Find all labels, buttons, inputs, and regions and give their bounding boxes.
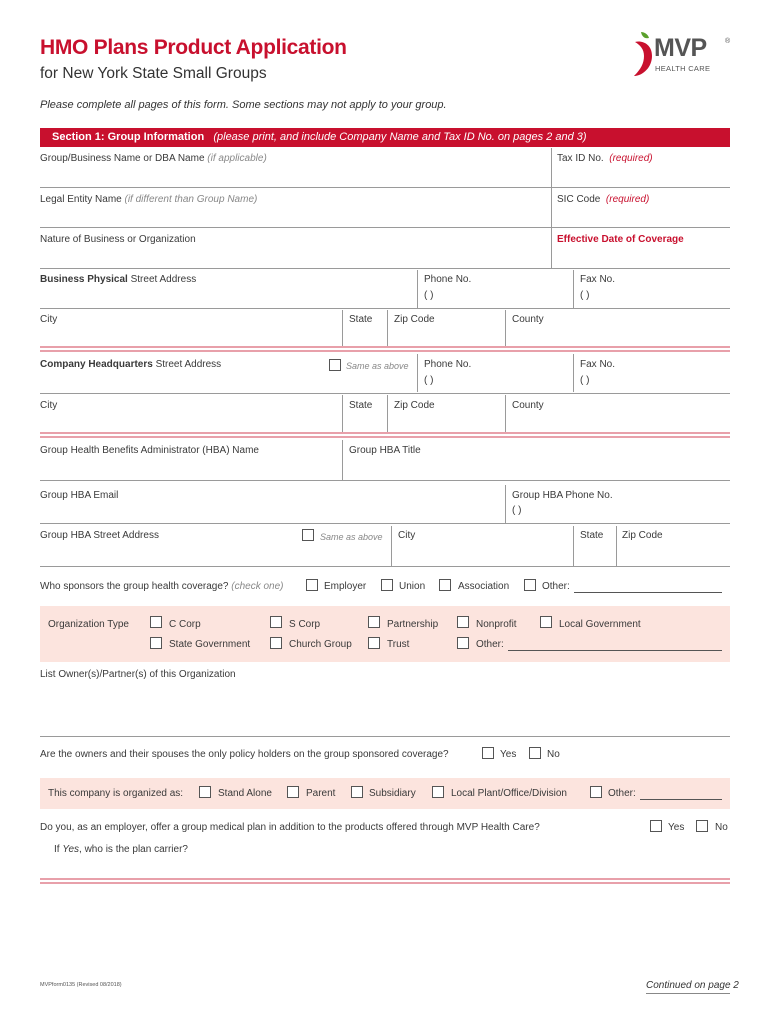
group-name-field[interactable] bbox=[40, 164, 545, 186]
sponsor-other-label: Other: bbox=[542, 581, 570, 592]
divider bbox=[40, 268, 730, 269]
spouses-yes-label: Yes bbox=[500, 749, 517, 760]
logo-subtext: HEALTH CARE bbox=[655, 64, 711, 73]
org-other-label: Other: bbox=[476, 639, 504, 650]
section-divider-pink bbox=[40, 346, 730, 348]
continued-underline bbox=[646, 993, 730, 994]
hq-zip-label: Zip Code bbox=[394, 400, 435, 411]
hq-county-label: County bbox=[512, 400, 544, 411]
legal-entity-field[interactable] bbox=[40, 205, 545, 226]
divider-vertical bbox=[505, 310, 506, 346]
divider-vertical bbox=[342, 440, 343, 480]
phone-label: Phone No. bbox=[424, 274, 472, 285]
hq-city-label: City bbox=[40, 400, 58, 411]
section-1-note: (please print, and include Company Name and Tax ID No. on pages 2 and 3) bbox=[213, 131, 587, 143]
hq-phone-area-code: ( ) bbox=[424, 375, 434, 386]
divider-vertical bbox=[573, 526, 574, 566]
logo-wordmark: MVP bbox=[654, 34, 707, 62]
nature-field[interactable] bbox=[40, 246, 545, 267]
intro-text: Please complete all pages of this form. Some sections may not apply to your group. bbox=[40, 99, 447, 111]
nature-label: Nature of Business or Organization bbox=[40, 234, 196, 245]
hba-state-label: State bbox=[580, 530, 604, 541]
hq-same-as-above-checkbox[interactable] bbox=[329, 359, 341, 371]
org-church-group-label: Church Group bbox=[289, 639, 352, 650]
continued-label: Continued on page 2 bbox=[646, 980, 739, 991]
organization-type-box bbox=[40, 606, 730, 662]
org-nonprofit-checkbox[interactable] bbox=[457, 616, 469, 628]
offer-yes-label: Yes bbox=[668, 822, 685, 833]
org-other-field[interactable] bbox=[508, 650, 722, 651]
organized-as-label: This company is organized as: bbox=[48, 788, 184, 799]
divider bbox=[40, 523, 730, 524]
spouses-no-label: No bbox=[547, 749, 560, 760]
section-divider-pink bbox=[40, 882, 730, 884]
tax-id-label: Tax ID No. (required) bbox=[557, 153, 653, 164]
right-column-divider bbox=[551, 148, 552, 268]
section-divider-pink bbox=[40, 432, 730, 434]
sponsor-association-label: Association bbox=[458, 581, 510, 592]
organized-other-checkbox[interactable] bbox=[590, 786, 602, 798]
effective-date-field[interactable] bbox=[557, 246, 727, 267]
section-1-label: Section 1: Group Information bbox=[52, 131, 205, 143]
zip-label: Zip Code bbox=[394, 314, 435, 325]
divider bbox=[40, 480, 730, 481]
section-1-header bbox=[40, 128, 730, 147]
sponsor-other-checkbox[interactable] bbox=[524, 579, 536, 591]
hba-same-as-above-checkbox[interactable] bbox=[302, 529, 314, 541]
org-c-corp-label: C Corp bbox=[169, 619, 201, 630]
hq-state-label: State bbox=[349, 400, 373, 411]
org-s-corp-checkbox[interactable] bbox=[270, 616, 282, 628]
divider bbox=[40, 566, 730, 567]
owners-field[interactable] bbox=[40, 682, 730, 734]
organized-stand-alone-label: Stand Alone bbox=[218, 788, 272, 799]
logo-registered: ® bbox=[725, 38, 731, 45]
business-street-field[interactable] bbox=[40, 286, 410, 307]
effective-date-label: Effective Date of Coverage bbox=[557, 234, 684, 245]
page-subtitle: for New York State Small Groups bbox=[40, 65, 267, 82]
tax-id-field[interactable] bbox=[557, 164, 727, 186]
org-nonprofit-label: Nonprofit bbox=[476, 619, 517, 630]
offer-question: Do you, as an employer, offer a group medical plan in addition to the products offered through MVP Health Care? bbox=[40, 822, 540, 833]
sponsor-union-label: Union bbox=[399, 581, 426, 592]
organized-parent-checkbox[interactable] bbox=[287, 786, 299, 798]
offer-yes-checkbox[interactable] bbox=[650, 820, 662, 832]
divider bbox=[40, 227, 730, 228]
sic-code-label: SIC Code (required) bbox=[557, 194, 650, 205]
org-state-government-checkbox[interactable] bbox=[150, 637, 162, 649]
org-partnership-checkbox[interactable] bbox=[368, 616, 380, 628]
sponsor-other-field[interactable] bbox=[574, 592, 722, 593]
divider-vertical bbox=[342, 395, 343, 432]
organized-other-label: Other: bbox=[608, 788, 636, 799]
divider-vertical bbox=[573, 354, 574, 392]
spouses-no-checkbox[interactable] bbox=[529, 747, 541, 759]
section-divider-pink bbox=[40, 878, 730, 880]
city-label: City bbox=[40, 314, 58, 325]
plan-carrier-label: If Yes, who is the plan carrier? bbox=[54, 844, 188, 855]
same-as-above-label: Same as above bbox=[320, 532, 383, 542]
hba-street-label: Group HBA Street Address bbox=[40, 530, 159, 541]
sponsor-question: Who sponsors the group health coverage? (check one) bbox=[40, 581, 284, 592]
org-state-government-label: State Government bbox=[169, 639, 251, 650]
org-s-corp-label: S Corp bbox=[289, 619, 321, 630]
business-address-label: Business Physical Street Address bbox=[40, 274, 197, 285]
org-local-government-label: Local Government bbox=[559, 619, 641, 630]
legal-entity-label: Legal Entity Name (if different than Group Name) bbox=[40, 194, 258, 205]
hba-city-label: City bbox=[398, 530, 416, 541]
divider-vertical bbox=[417, 354, 418, 392]
org-church-group-checkbox[interactable] bbox=[270, 637, 282, 649]
county-label: County bbox=[512, 314, 544, 325]
divider-vertical bbox=[417, 270, 418, 308]
sponsor-union-checkbox[interactable] bbox=[381, 579, 393, 591]
section-divider-pink bbox=[40, 436, 730, 438]
organized-local-plant-label: Local Plant/Office/Division bbox=[451, 788, 567, 799]
divider bbox=[40, 393, 730, 394]
hba-phone-area-code: ( ) bbox=[512, 505, 522, 516]
divider-vertical bbox=[387, 310, 388, 346]
sponsor-employer-checkbox[interactable] bbox=[306, 579, 318, 591]
offer-no-checkbox[interactable] bbox=[696, 820, 708, 832]
divider-vertical bbox=[505, 485, 506, 523]
mvp-logo bbox=[632, 30, 742, 82]
form-id: MVPform0135 (Revised 08/2018) bbox=[40, 982, 122, 988]
org-other-checkbox[interactable] bbox=[457, 637, 469, 649]
spouses-question: Are the owners and their spouses the only policy holders on the group sponsored coverage? bbox=[40, 749, 449, 760]
divider-vertical bbox=[573, 270, 574, 308]
sponsor-employer-label: Employer bbox=[324, 581, 367, 592]
organized-stand-alone-checkbox[interactable] bbox=[199, 786, 211, 798]
hba-name-label: Group Health Benefits Administrator (HBA) Name bbox=[40, 445, 259, 456]
divider-vertical bbox=[505, 395, 506, 432]
sic-code-field[interactable] bbox=[557, 205, 727, 226]
group-name-label: Group/Business Name or DBA Name (if applicable) bbox=[40, 153, 267, 164]
hba-zip-label: Zip Code bbox=[622, 530, 663, 541]
spouses-yes-checkbox[interactable] bbox=[482, 747, 494, 759]
divider-vertical bbox=[387, 395, 388, 432]
phone-area-code: ( ) bbox=[424, 290, 434, 301]
org-trust-checkbox[interactable] bbox=[368, 637, 380, 649]
hq-fax-label: Fax No. bbox=[580, 359, 616, 370]
divider-vertical bbox=[616, 526, 617, 566]
divider bbox=[40, 308, 730, 309]
org-type-label: Organization Type bbox=[48, 619, 129, 630]
hq-address-label: Company Headquarters Street Address bbox=[40, 359, 222, 370]
organized-subsidiary-label: Subsidiary bbox=[369, 788, 416, 799]
page-title: HMO Plans Product Application bbox=[40, 36, 347, 59]
hba-title-label: Group HBA Title bbox=[349, 445, 421, 456]
hba-email-label: Group HBA Email bbox=[40, 490, 119, 501]
divider bbox=[40, 736, 730, 737]
offer-no-label: No bbox=[715, 822, 728, 833]
org-local-government-checkbox[interactable] bbox=[540, 616, 552, 628]
org-trust-label: Trust bbox=[387, 639, 410, 650]
organized-other-field[interactable] bbox=[640, 799, 722, 800]
hq-phone-label: Phone No. bbox=[424, 359, 472, 370]
hba-phone-label: Group HBA Phone No. bbox=[512, 490, 613, 501]
organized-local-plant-checkbox[interactable] bbox=[432, 786, 444, 798]
organized-parent-label: Parent bbox=[306, 788, 336, 799]
same-as-above-label: Same as above bbox=[346, 361, 409, 371]
apple-logo-icon bbox=[632, 30, 656, 78]
hq-fax-area-code: ( ) bbox=[580, 375, 590, 386]
org-c-corp-checkbox[interactable] bbox=[150, 616, 162, 628]
section-divider-pink bbox=[40, 350, 730, 352]
sponsor-association-checkbox[interactable] bbox=[439, 579, 451, 591]
org-partnership-label: Partnership bbox=[387, 619, 439, 630]
divider-vertical bbox=[391, 526, 392, 566]
fax-label: Fax No. bbox=[580, 274, 616, 285]
owners-label: List Owner(s)/Partner(s) of this Organization bbox=[40, 669, 236, 680]
fax-area-code: ( ) bbox=[580, 290, 590, 301]
state-label: State bbox=[349, 314, 373, 325]
plan-carrier-field[interactable] bbox=[200, 840, 720, 860]
organized-subsidiary-checkbox[interactable] bbox=[351, 786, 363, 798]
divider-vertical bbox=[342, 310, 343, 346]
divider bbox=[40, 187, 730, 188]
